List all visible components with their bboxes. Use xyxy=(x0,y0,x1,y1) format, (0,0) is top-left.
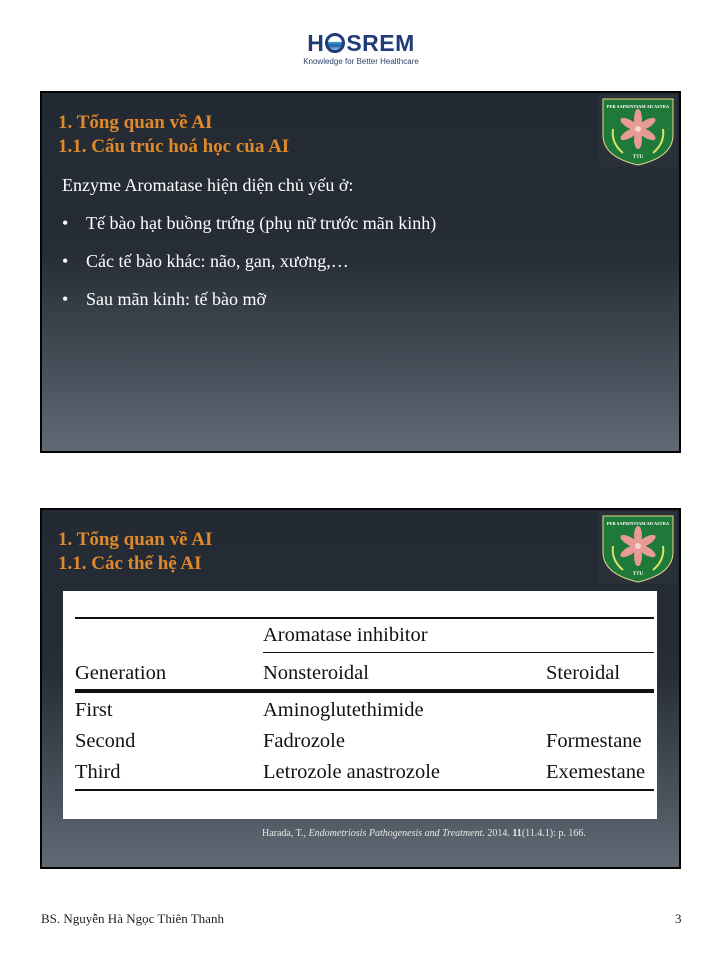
table-cell: Third xyxy=(75,761,121,783)
bullet-icon: • xyxy=(62,289,69,309)
bullet-text: Các tế bào khác: não, gan, xương,… xyxy=(86,251,349,271)
slide-title xyxy=(58,528,212,576)
header-rule xyxy=(75,689,654,693)
title-line-1: 1. Tổng quan về AI xyxy=(58,529,213,550)
slide-2 xyxy=(40,508,681,869)
svg-text:TTU: TTU xyxy=(632,572,644,577)
table-cell: Letrozole anastrozole xyxy=(263,761,441,783)
bullet-item xyxy=(62,249,436,273)
ttu-emblem-icon xyxy=(599,95,677,167)
bullet-icon: • xyxy=(62,251,69,271)
table-cell: First xyxy=(75,699,113,721)
page-number: 3 xyxy=(675,911,682,926)
table-cell: Formestane xyxy=(546,730,642,752)
citation-title: Endometriosis Pathogenesis and Treatment. xyxy=(308,828,485,839)
table-cell: Fadrozole xyxy=(263,730,345,752)
bullet-icon: • xyxy=(62,213,69,233)
bullet-item xyxy=(62,287,436,311)
ttu-emblem-icon xyxy=(599,512,677,584)
citation-author: Harada, T., xyxy=(262,828,309,839)
footer-author: BS. Nguyễn Hà Ngọc Thiên Thanh xyxy=(41,911,224,926)
title-line-2: 1.1. Các thế hệ AI xyxy=(58,553,202,574)
bullet-item xyxy=(62,211,436,235)
citation-year: 2014. xyxy=(484,828,513,839)
group-rule xyxy=(263,652,654,653)
table-bottom-rule xyxy=(75,789,654,791)
column-header-generation: Generation xyxy=(75,662,167,684)
logo-text-right: SREM xyxy=(346,30,415,56)
title-line-2: 1.1. Cấu trúc hoá học của AI xyxy=(58,136,290,157)
citation-volume: 11 xyxy=(512,828,522,839)
hosrem-logo xyxy=(296,30,426,74)
title-line-1: 1. Tổng quan về AI xyxy=(58,112,213,133)
logo-text-left: H xyxy=(307,30,325,56)
globe-icon xyxy=(325,33,345,53)
citation xyxy=(262,828,586,839)
table-top-rule xyxy=(75,617,654,619)
column-header-nonsteroidal: Nonsteroidal xyxy=(263,662,369,684)
slide-title xyxy=(58,111,289,159)
bullet-text: Tế bào hạt buồng trứng (phụ nữ trước mãn kinh) xyxy=(86,213,437,233)
logo-wordmark xyxy=(296,30,426,56)
table-cell: Aminoglutethimide xyxy=(263,699,424,721)
slide-body xyxy=(62,173,436,325)
svg-text:PER SAPIENTIAM AD ASTRA: PER SAPIENTIAM AD ASTRA xyxy=(606,521,670,526)
group-header: Aromatase inhibitor xyxy=(263,624,428,646)
bullet-text: Sau mãn kinh: tế bào mỡ xyxy=(86,289,266,309)
table-cell: Exemestane xyxy=(546,761,646,783)
svg-text:PER SAPIENTIAM AD ASTRA: PER SAPIENTIAM AD ASTRA xyxy=(606,104,670,109)
logo-tagline: Knowledge for Better Healthcare xyxy=(303,57,419,66)
citation-pages: (11.4.1): p. 166. xyxy=(521,828,586,839)
svg-text:TTU: TTU xyxy=(632,155,644,160)
column-header-steroidal: Steroidal xyxy=(546,662,621,684)
generations-table xyxy=(63,591,657,819)
intro-text: Enzyme Aromatase hiện diện chủ yếu ở: xyxy=(62,175,354,195)
table-cell: Second xyxy=(75,730,136,752)
slide-1 xyxy=(40,91,681,453)
